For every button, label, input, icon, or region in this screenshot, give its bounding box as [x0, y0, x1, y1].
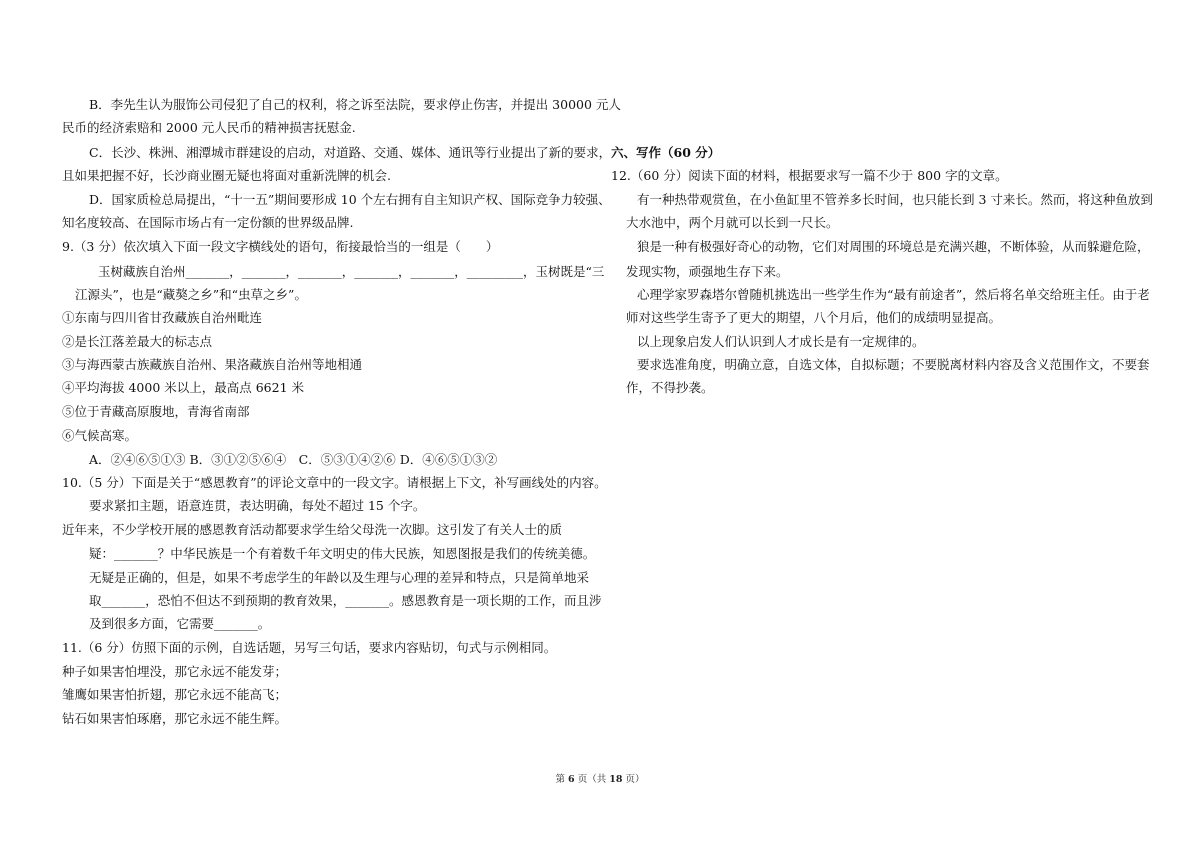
- option-c-line-2: 且如果把握不好，长沙商业圈无疑也将面对重新洗牌的机会.: [62, 168, 391, 183]
- footer-middle: 页（共: [574, 774, 610, 785]
- footer-total-pages: 18: [609, 774, 623, 785]
- question-11-example-1: 种子如果害怕埋没，那它永远不能发芽；: [62, 664, 288, 679]
- question-10-passage-1: 近年来，不少学校开展的感恩教育活动都要求学生给父母洗一次脚。这引发了有关人士的质: [62, 522, 563, 537]
- question-12-stem: 12.（60 分）阅读下面的材料，根据要求写一篇不少于 800 字的文章。: [611, 168, 1008, 183]
- question-9-item-4: ④平均海拔 4000 米以上，最高点 6621 米: [62, 380, 305, 395]
- requirements-line-2: 作，不得抄袭。: [626, 380, 714, 395]
- page-footer: [0, 771, 1200, 785]
- question-11-example-3: 钻石如果害怕琢磨，那它永远不能生辉。: [62, 711, 288, 726]
- material-fish-1: 有一种热带观赏鱼，在小鱼缸里不管养多长时间，也只能长到 3 寸来长。然而，将这种鱼放到: [637, 192, 1153, 207]
- question-10-passage-5: 及到很多方面，它需要_______。: [89, 616, 271, 631]
- option-b-line-2: 民币的经济索赔和 2000 元人民币的精神损害抚慰金.: [62, 120, 356, 135]
- question-10-passage-3: 无疑是正确的，但是，如果不考虑学生的年龄以及生理与心理的差异和特点，只是简单地采: [89, 570, 590, 585]
- question-9-passage-2: 江源头”，也是“藏獒之乡”和“虫草之乡”。: [75, 287, 307, 302]
- option-d-line-1: D．国家质检总局提出，“十一五”期间要形成 10 个左右拥有自主知识产权、国际竞争力较强、: [89, 192, 611, 207]
- question-10-passage-2: 疑：_______？中华民族是一个有着数千年文明史的伟大民族，知恩图报是我们的传统美德。: [89, 546, 596, 561]
- material-wolf-2: 发现实物，顽强地生存下来。: [626, 264, 789, 279]
- question-10-passage-4: 取_______，恐怕不但达不到预期的教育效果，_______。感恩教育是一项长期的工作，而且涉: [89, 593, 602, 608]
- question-9-item-2: ②是长江落差最大的标志点: [62, 334, 213, 349]
- material-fish-2: 大水池中，两个月就可以长到一尺长。: [626, 215, 839, 230]
- question-9-item-3: ③与海西蒙古族藏族自治州、果洛藏族自治州等地相通: [62, 357, 363, 372]
- question-9-item-5: ⑤位于青藏高原腹地，青海省南部: [62, 404, 250, 419]
- option-c-line-1: C．长沙、株洲、湘潭城市群建设的启动，对道路、交通、媒体、通讯等行业提出了新的要求，: [89, 145, 612, 160]
- question-10-stem: 10.（5 分）下面是关于“感恩教育”的评论文章中的一段文字。请根据上下文，补写画线处的内容。: [62, 475, 607, 490]
- option-d-line-2: 知名度较高、在国际市场占有一定份额的世界级品牌.: [62, 215, 354, 230]
- footer-page-number: 6: [568, 774, 575, 785]
- question-9-stem: 9.（3 分）依次填入下面一段文字横线处的语句，衔接最恰当的一组是（ ）: [62, 239, 499, 254]
- requirements-line-1: 要求选准角度，明确立意，自选文体，自拟标题；不要脱离材料内容及含义范围作文，不要套: [637, 357, 1150, 372]
- question-9-item-6: ⑥气候高寒。: [62, 428, 138, 443]
- material-rosenthal-1: 心理学家罗森塔尔曾随机挑选出一些学生作为“最有前途者”，然后将名单交给班主任。由于老: [637, 287, 1150, 302]
- question-9-item-1: ①东南与四川省甘孜藏族自治州毗连: [62, 310, 263, 325]
- question-11-stem: 11.（6 分）仿照下面的示例，自选话题，另写三句话，要求内容贴切，句式与示例相同。: [62, 640, 557, 655]
- section-title-writing: 六、写作（60 分）: [611, 145, 721, 160]
- footer-suffix: 页）: [622, 774, 645, 785]
- material-wolf-1: 狼是一种有极强好奇心的动物，它们对周围的环境总是充满兴趣，不断体验，从而躲避危险，: [637, 239, 1150, 254]
- question-11-example-2: 雏鹰如果害怕折翅，那它永远不能高飞；: [62, 687, 288, 702]
- footer-prefix: 第: [555, 774, 569, 785]
- material-rosenthal-2: 师对这些学生寄予了更大的期望，八个月后，他们的成绩明显提高。: [626, 310, 1002, 325]
- question-10-requirements: 要求紧扣主题，语意连贯，表达明确，每处不超过 15 个字。: [89, 498, 426, 513]
- material-conclusion: 以上现象启发人们认识到人才成长是有一定规律的。: [637, 334, 925, 349]
- question-9-options: A．②④⑥⑤①③ B．③①②⑤⑥④ C．⑤③①④②⑥ D．④⑥⑤①③②: [89, 452, 498, 467]
- question-9-passage-1: 玉树藏族自治州_______，_______，_______，_______，_______，_________，玉树既是“三: [98, 264, 605, 279]
- option-b-line-1: B．李先生认为服饰公司侵犯了自己的权利，将之诉至法院，要求停止伤害，并提出 30000 元人: [89, 97, 621, 112]
